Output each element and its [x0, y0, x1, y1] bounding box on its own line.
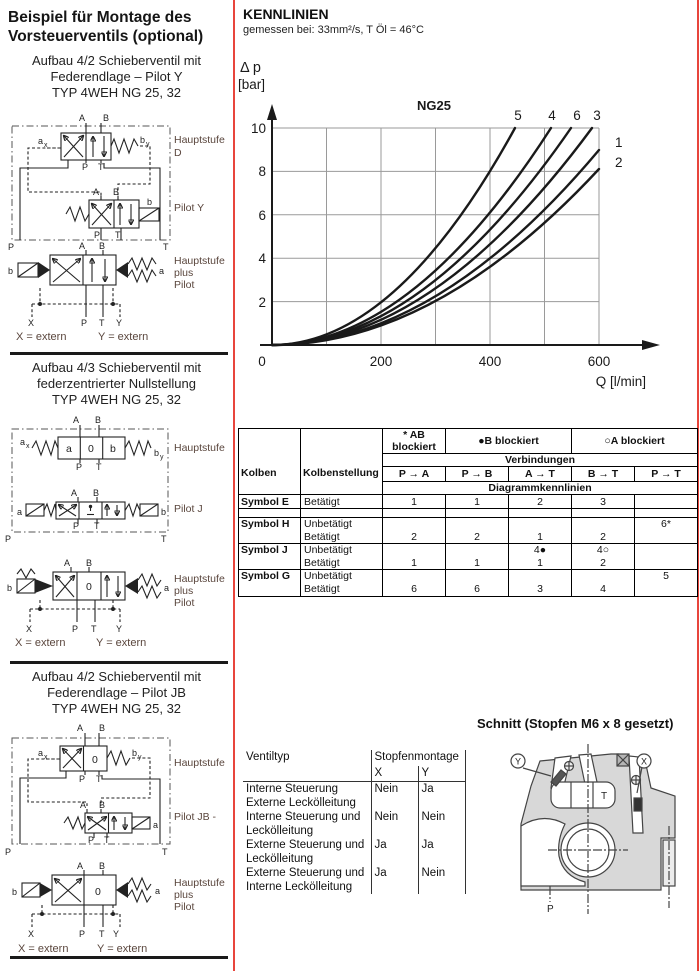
table-row	[239, 509, 698, 518]
pilot-valve	[17, 488, 166, 531]
svg-text:X: X	[26, 624, 33, 634]
pressure-flow-chart	[238, 52, 698, 392]
svg-text:P: P	[5, 847, 12, 857]
section-divider-1	[10, 352, 228, 355]
svg-text:b: b	[132, 748, 138, 758]
table-row: Betätigt 2 2 1 2	[239, 531, 698, 544]
ventil-row: Interne Steuerung und Leckölleitung Nein Nein	[243, 810, 465, 838]
pilot-valve	[66, 187, 159, 240]
main-stage-valve	[20, 415, 164, 472]
svg-text:B: B	[99, 241, 106, 251]
svg-text:P: P	[82, 162, 89, 172]
svg-text:P: P	[8, 242, 15, 252]
ventil-row: Interne Steuerung Externe Leckölleitung Nein Ja	[243, 781, 465, 810]
svg-text:0: 0	[86, 581, 92, 593]
svg-text:T: T	[115, 230, 121, 240]
svg-text:1: 1	[615, 135, 623, 150]
svg-text:0: 0	[88, 443, 94, 455]
x-extern-note: X = extern	[16, 331, 67, 343]
svg-text:a: a	[153, 820, 159, 830]
stage-label: Hauptstufe	[174, 134, 225, 146]
svg-text:600: 600	[587, 354, 611, 369]
col-header-kolbenstellung: Kolbenstellung	[301, 429, 383, 495]
svg-text:B: B	[95, 415, 102, 425]
svg-text:P: P	[94, 230, 101, 240]
svg-text:Hauptstufe: Hauptstufe	[174, 255, 225, 267]
column-divider-line	[233, 0, 235, 971]
svg-text:A: A	[71, 488, 78, 498]
svg-text:X: X	[28, 929, 35, 939]
pilot-label: Pilot Y	[174, 202, 205, 214]
stopfenmontage-header: Stopfenmontage	[371, 750, 465, 766]
svg-text:B: B	[113, 187, 120, 197]
svg-text:b: b	[161, 507, 167, 517]
svg-text:6: 6	[573, 108, 581, 123]
kennlinien-subtitle: gemessen bei: 33mm²/s, T Öl = 46°C	[243, 24, 424, 36]
svg-text:b: b	[140, 135, 146, 145]
stage-label: Hauptstufe	[174, 757, 225, 769]
ventiltyp-table	[243, 750, 466, 894]
svg-text:Pilot: Pilot	[174, 901, 195, 913]
section-1-heading: Aufbau 4/2 Schieberventil mit Federendlage – Pilot Y TYP 4WEH NG 25, 32	[31, 53, 202, 100]
p-port-label: P	[547, 904, 554, 915]
section-3-heading: Aufbau 4/2 Schieberventil mit Federendlage – Pilot JB TYP 4WEH NG 25, 32	[31, 669, 202, 716]
x-axis-label: Q [l/min]	[595, 374, 646, 389]
blockiert-a: ○A blockiert	[572, 429, 698, 454]
svg-text:A: A	[77, 723, 84, 733]
svg-text:b: b	[154, 448, 160, 458]
svg-text:y: y	[146, 141, 150, 148]
schematic-4-3-pilot-j	[0, 415, 232, 655]
svg-text:A: A	[80, 800, 87, 810]
blockiert-b: ●B blockiert	[446, 429, 572, 454]
main-stage-valve	[38, 113, 150, 172]
svg-text:Hauptstufe: Hauptstufe	[174, 573, 225, 585]
y-tick-labels	[251, 121, 267, 310]
blockiert-ab: * AB blockiert	[383, 429, 446, 454]
svg-text:a: a	[159, 266, 165, 276]
svg-text:Y: Y	[116, 318, 123, 328]
kolben-diagramm-table: Kolben Kolbenstellung * AB blockiert ●B blockiert ○A blockiert Verbindungen P → A P → B A → T B → T P → T Diagrammkennlinien Symbol E Betätigt 1 1 2 3 Symbol H Unbetätigt 6* Betätigt 2 2 1 2 Symbol J Unbetätigt 4● 4○ Betätigt 1 1 1 2 Symbol G Unbetätigt 5 Betätigt 6 6 3 4	[238, 428, 698, 597]
svg-text:T: T	[96, 462, 102, 472]
schematic-4-2-pilot-y	[0, 112, 232, 352]
page-title-line1: Beispiel für Montage des	[8, 9, 192, 26]
svg-text:plus: plus	[174, 267, 194, 279]
svg-text:T: T	[98, 162, 104, 172]
svg-text:5: 5	[514, 108, 522, 123]
main-stage-valve	[38, 723, 142, 784]
kennlinien-title: KENNLINIEN	[243, 6, 329, 22]
svg-text:P: P	[72, 624, 79, 634]
combined-valve	[12, 861, 160, 939]
svg-text:200: 200	[369, 354, 393, 369]
svg-text:2: 2	[615, 155, 623, 170]
pilot-label: Pilot JB -	[174, 811, 217, 823]
svg-text:0: 0	[92, 754, 98, 766]
svg-text:A: A	[93, 187, 100, 197]
x-tick-labels	[258, 354, 610, 369]
pilot-label: Pilot J	[174, 503, 203, 515]
svg-text:b: b	[8, 266, 14, 276]
svg-text:P: P	[73, 521, 80, 531]
table-row: Symbol J Unbetätigt 4● 4○	[239, 544, 698, 557]
page-title	[8, 8, 230, 46]
svg-text:A: A	[79, 113, 86, 123]
table-row: Betätigt 1 1 1 2	[239, 557, 698, 570]
table-row: Symbol H Unbetätigt 6*	[239, 518, 698, 531]
chart-axes	[260, 104, 660, 350]
table-row: Symbol E Betätigt 1 1 2 3	[239, 495, 698, 509]
svg-text:b: b	[12, 887, 18, 897]
svg-text:plus: plus	[174, 585, 194, 597]
svg-text:x: x	[26, 443, 30, 450]
svg-text:Hauptstufe: Hauptstufe	[174, 877, 225, 889]
t-port-label: T	[601, 791, 608, 802]
y-extern-note: Y = extern	[98, 331, 149, 343]
stage-label: Hauptstufe	[174, 442, 225, 454]
col-x: X	[371, 766, 418, 781]
svg-text:A: A	[77, 861, 84, 871]
col-header-kolben: Kolben	[239, 429, 301, 495]
svg-text:b: b	[147, 197, 153, 207]
schnitt-drawing	[493, 738, 697, 920]
table-row: Symbol G Unbetätigt 5	[239, 570, 698, 583]
svg-text:8: 8	[258, 164, 266, 179]
section-2-heading: Aufbau 4/3 Schieberventil mit federzentrierter Nullstellung TYP 4WEH NG 25, 32	[31, 360, 202, 407]
svg-text:T: T	[96, 774, 102, 784]
svg-text:P: P	[79, 929, 86, 939]
page-title-line2: Vorsteuerventils (optional)	[8, 28, 204, 45]
pilot-valve	[64, 800, 158, 845]
col-y: Y	[418, 766, 465, 781]
section-divider-2	[10, 661, 228, 664]
svg-text:Pilot: Pilot	[174, 279, 195, 291]
stage-label-2: D	[174, 147, 182, 159]
svg-text:a: a	[155, 886, 161, 896]
chart-title: NG25	[417, 98, 451, 113]
svg-text:X: X	[640, 756, 648, 767]
ventil-row: Externe Steuerung und Leckölleitung Ja Ja	[243, 838, 465, 866]
svg-text:T: T	[104, 835, 110, 845]
svg-text:T: T	[161, 534, 167, 544]
svg-text:3: 3	[593, 108, 601, 123]
svg-text:B: B	[99, 861, 106, 871]
svg-text:Y: Y	[113, 929, 120, 939]
svg-text:plus: plus	[174, 889, 194, 901]
table-row: Betätigt 6 6 3 4	[239, 583, 698, 597]
svg-text:B: B	[103, 113, 110, 123]
ventiltyp-header: Ventiltyp	[246, 751, 290, 763]
combined-valve	[7, 558, 169, 634]
svg-text:T: T	[163, 242, 169, 252]
svg-text:P: P	[76, 462, 83, 472]
svg-text:Pilot: Pilot	[174, 597, 195, 609]
svg-text:4: 4	[258, 251, 266, 266]
svg-text:P: P	[81, 318, 88, 328]
y-extern-note: Y = extern	[96, 637, 147, 649]
svg-text:B: B	[99, 723, 106, 733]
svg-text:P: P	[79, 774, 86, 784]
section-divider-3	[10, 956, 228, 959]
combined-valve	[8, 241, 164, 328]
svg-text:x: x	[44, 754, 48, 761]
svg-text:B: B	[86, 558, 93, 568]
svg-text:a: a	[20, 437, 26, 447]
x-plug	[634, 798, 642, 811]
svg-text:y: y	[138, 754, 142, 761]
verbindungen-header: Verbindungen	[383, 454, 698, 467]
schematic-4-2-pilot-jb	[0, 718, 232, 960]
svg-text:a: a	[38, 748, 44, 758]
svg-text:6: 6	[258, 208, 266, 223]
svg-text:T: T	[99, 929, 105, 939]
svg-text:b: b	[7, 583, 13, 593]
svg-text:A: A	[64, 558, 71, 568]
svg-text:X: X	[28, 318, 35, 328]
x-extern-note: X = extern	[15, 637, 66, 649]
svg-text:10: 10	[250, 121, 266, 136]
diagramm-header: Diagrammkennlinien	[383, 482, 698, 495]
svg-text:T: T	[91, 624, 97, 634]
svg-text:a: a	[38, 136, 44, 146]
svg-text:A: A	[73, 415, 80, 425]
chart-grid	[272, 128, 599, 345]
svg-text:a: a	[164, 583, 170, 593]
svg-text:B: B	[99, 800, 106, 810]
svg-text:a: a	[66, 443, 72, 455]
svg-text:P: P	[5, 534, 12, 544]
y-axis-label: Δ p	[240, 60, 261, 76]
svg-text:Y: Y	[514, 756, 522, 767]
svg-text:T: T	[94, 521, 100, 531]
ventil-row: Externe Steuerung und Interne Leckölleitung Ja Nein	[243, 866, 465, 894]
svg-text:P: P	[88, 835, 95, 845]
svg-text:y: y	[160, 454, 164, 461]
svg-text:400: 400	[478, 354, 502, 369]
svg-text:x: x	[44, 142, 48, 149]
y-axis-unit: [bar]	[238, 77, 266, 92]
svg-text:T: T	[99, 318, 105, 328]
svg-text:Y: Y	[116, 624, 123, 634]
svg-text:T: T	[162, 847, 168, 857]
svg-text:0: 0	[258, 354, 266, 369]
svg-text:B: B	[93, 488, 100, 498]
svg-text:a: a	[17, 507, 23, 517]
svg-text:A: A	[79, 241, 86, 251]
svg-text:b: b	[110, 443, 116, 455]
schnitt-title: Schnitt (Stopfen M6 x 8 gesetzt)	[477, 716, 674, 731]
svg-text:2: 2	[258, 295, 266, 310]
svg-text:4: 4	[548, 108, 556, 123]
y-extern-note: Y = extern	[97, 943, 148, 955]
x-extern-note: X = extern	[18, 943, 69, 955]
svg-text:0: 0	[95, 886, 101, 898]
